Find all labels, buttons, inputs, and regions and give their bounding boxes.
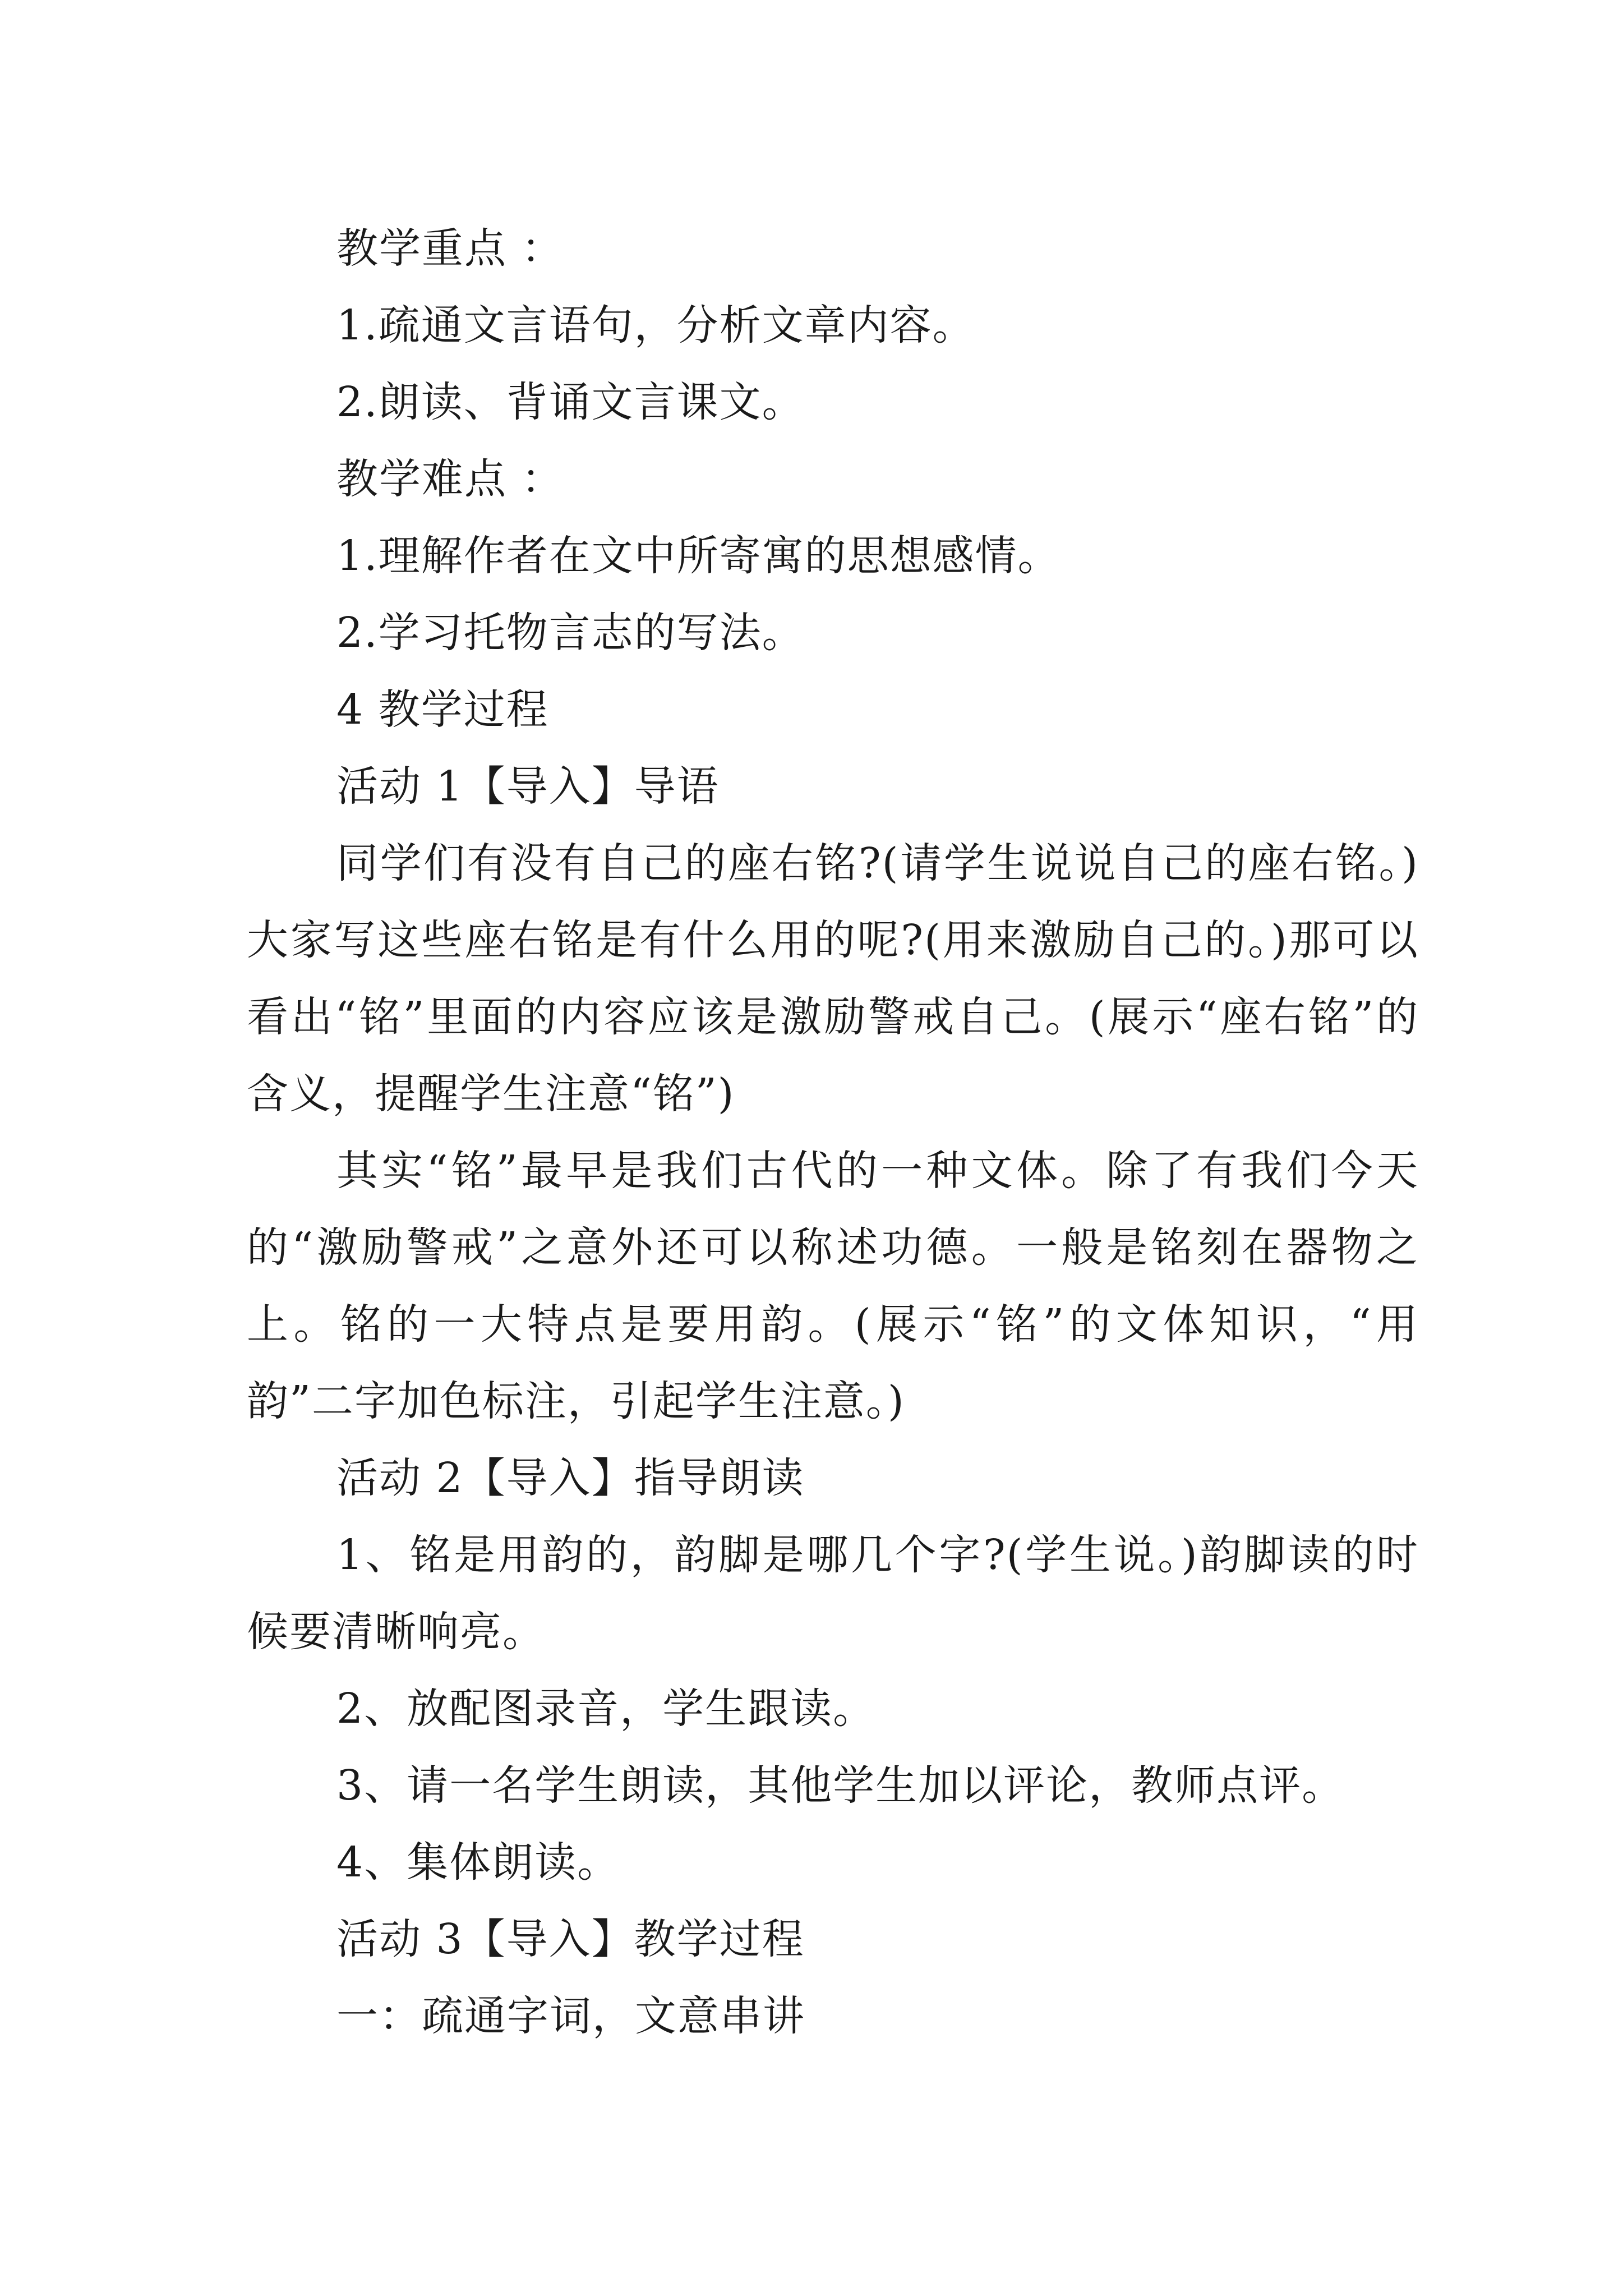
- heading-teaching-process: 4 教学过程: [336, 685, 549, 734]
- activity-3-heading: 活动 3【导入】教学过程: [336, 1915, 805, 1963]
- difficulty-item-2: 2.学习托物言志的写法。: [336, 609, 805, 657]
- activity-3-item-1: 一：疏通字词，文意串讲: [336, 1992, 805, 2040]
- document-body: [247, 210, 1419, 2055]
- heading-teaching-focus: 教学重点 ：: [336, 224, 564, 273]
- activity-2-item-3: 3、请一名学生朗读，其他学生加以评论，教师点评。: [336, 1761, 1345, 1810]
- heading-teaching-difficulty: 教学难点 ：: [336, 455, 564, 503]
- activity-2-item-4: 4、集体朗读。: [336, 1838, 620, 1887]
- activity-1-heading: 活动 1【导入】导语: [336, 762, 720, 811]
- focus-item-1: 1.疏通文言语句，分析文章内容。: [336, 301, 975, 349]
- activity-1-paragraph-1: 同学们有没有自己的座右铭?(请学生说说自己的座右铭。)大家写这些座右铭是有什么用的呢?(用来激励自己的。)那可以看出“铭”里面的内容应该是激励警戒自己。(展示“座右铭”的含义，提醒学生注意“铭”): [247, 839, 1419, 1118]
- difficulty-item-1: 1.理解作者在文中所寄寓的思想感情。: [336, 532, 1061, 580]
- activity-2-item-2: 2、放配图录音，学生跟读。: [336, 1685, 876, 1733]
- activity-2-item-1: 1、铭是用韵的，韵脚是哪几个字?(学生说。)韵脚读的时候要清晰响亮。: [247, 1531, 1419, 1656]
- focus-item-2: 2.朗读、背诵文言课文。: [336, 378, 805, 426]
- activity-2-heading: 活动 2【导入】指导朗读: [336, 1454, 805, 1502]
- activity-1-paragraph-2: 其实“铭”最早是我们古代的一种文体。除了有我们今天的“激励警戒”之意外还可以称述功德。一般是铭刻在器物之上。铭的一大特点是要用韵。(展示“铭”的文体知识，“用韵”二字加色标注，引起学生注意。): [247, 1147, 1419, 1425]
